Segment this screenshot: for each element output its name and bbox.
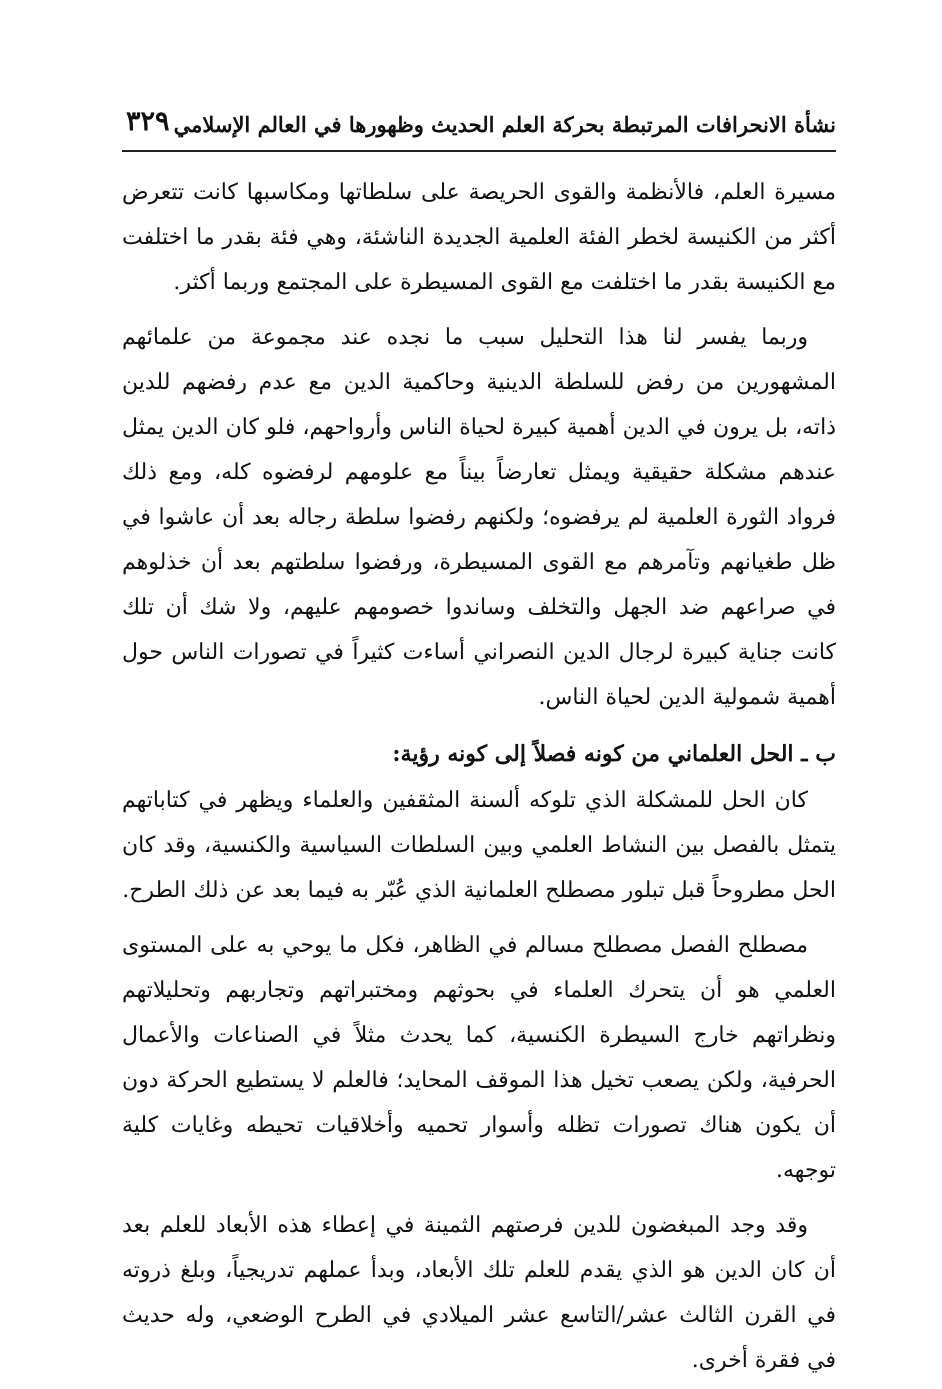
paragraph-analysis: وربما يفسر لنا هذا التحليل سبب ما نجده عند مجموعة من علمائهم المشهورين من رفض للسلطة الدينية وحاكمية الدين مع عدم رفضهم للدين ذاته، بل يرون في الدين أهمية كبيرة لحياة الناس وأرواحهم، فلو كان الدين يمثل عندهم مشكلة حقيقية ويمثل تعارضاً بيناً مع علومهم لرفضوه كله، ومع ذلك فرواد الثورة العلمية لم يرفضوه؛ ولكنهم رفضوا سلطة رجاله بعد أن عاشوا في ظل طغيانهم وتآمرهم مع القوى المسيطرة، ورفضوا سلطتهم بعد أن خذلوهم في صراعهم ضد الجهل والتخلف وساندوا خصومهم عليهم، ولا شك أن تلك كانت جناية كبيرة لرجال الدين النصراني أساءت كثيراً في تصورات الناس حول أهمية شمولية الدين لحياة الناس. [122,325,836,710]
running-title: نشأة الانحرافات المرتبطة بحركة العلم الحديث وظهورها في العالم الإسلامي [173,112,836,137]
paragraph-secular-solution: كان الحل للمشكلة الذي تلوكه ألسنة المثقفين والعلماء ويظهر في كتاباتهم يتمثل بالفصل بين النشاط العلمي وبين السلطات السياسية والكنسية، وقد كان الحل مطروحاً قبل تبلور مصطلح العلمانية الذي عُبّر به فيما بعد عن ذلك الطرح. [122,788,836,903]
page-number: ٣٢٩ [126,106,170,137]
paragraph-separation-term: مصطلح الفصل مصطلح مسالم في الظاهر، فكل ما يوحي به على المستوى العلمي هو أن يتحرك العلماء في بحوثهم ومختبراتهم وتجاربهم وتحليلاتهم ونظراتهم خارج السيطرة الكنسية، كما يحدث مثلاً في الصناعات والأعمال الحرفية، ولكن يصعب تخيل هذا الموقف المحايد؛ فالعلم لا يستطيع الحركة دون أن يكون هناك تصورات تظله وأسوار تحميه وأخلاقيات تحيطه وغايات كلية توجهه. [122,933,836,1183]
paragraph-continuation: مسيرة العلم، فالأنظمة والقوى الحريصة على سلطاتها ومكاسبها كانت تتعرض أكثر من الكنيسة لخطر الفئة العلمية الجديدة الناشئة، وهي فئة بقدر ما اختلفت مع الكنيسة بقدر ما اختلفت مع القوى المسيطرة على المجتمع وربما أكثر. [122,180,836,295]
header-divider [122,150,836,152]
section-heading: ب ـ الحل العلماني من كونه فصلاً إلى كونه رؤية: [392,741,836,767]
paragraph-opponents: وقد وجد المبغضون للدين فرصتهم الثمينة في إعطاء هذه الأبعاد للعلم بعد أن كان الدين هو الذي يقدم للعلم تلك الأبعاد، وبدأ عملهم تدريجياً، وبلغ ذروته في القرن الثالث عشر/التاسع عشر الميلادي في الطرح الوضعي، وله حديث في فقرة أخرى. [122,1213,836,1373]
body-text [122,170,836,1383]
page-header [122,104,836,148]
